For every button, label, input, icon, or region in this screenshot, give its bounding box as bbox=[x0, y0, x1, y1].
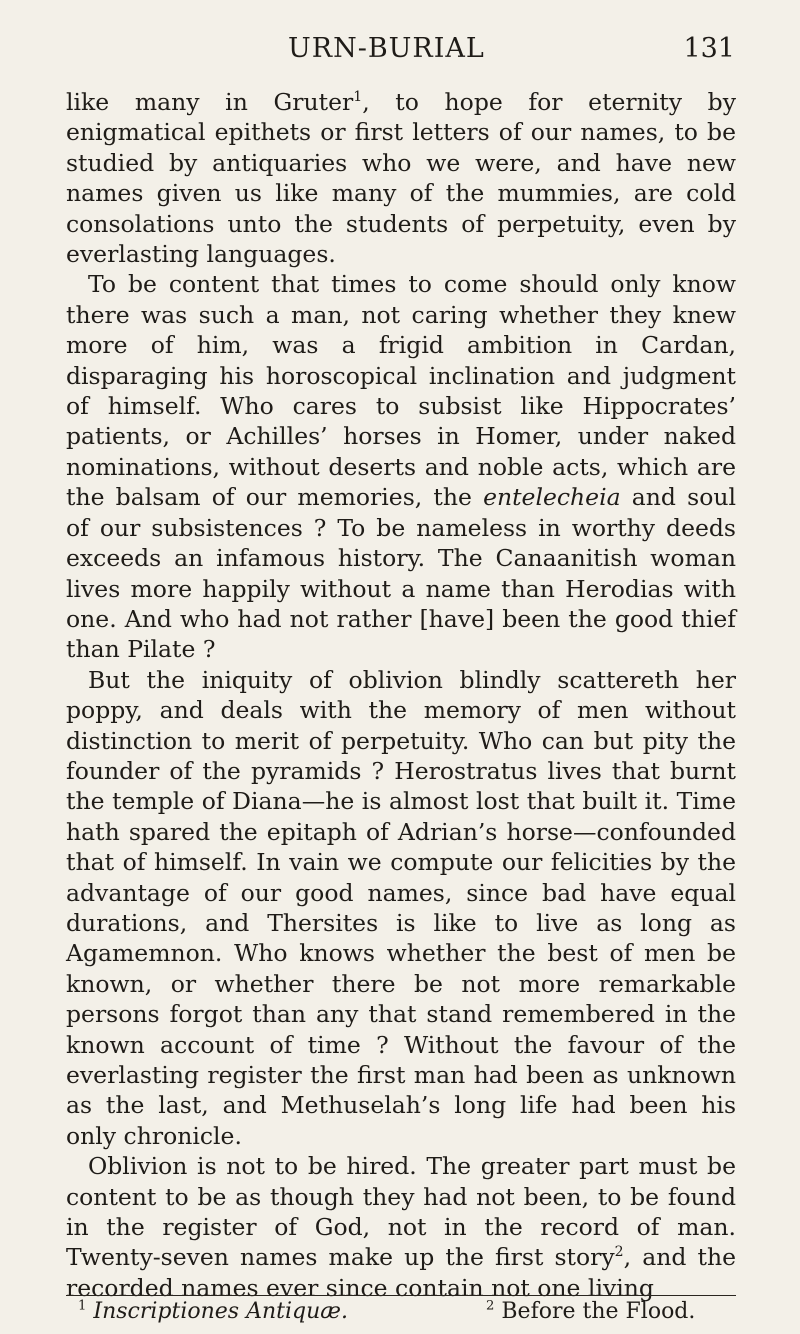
footnotes bbox=[66, 1299, 736, 1329]
paragraph-1 bbox=[66, 87, 736, 269]
paragraph-4-text-a: Oblivion is not to be hired. The greater part must be content to be as though they had not been, to be found in the register of God, not in the record of man. Twenty-seven names make up the first story bbox=[66, 1152, 736, 1272]
paragraph-1-text-a: like many in Gruter bbox=[66, 88, 354, 116]
footnote-2-number: 2 bbox=[486, 1298, 495, 1314]
paragraph-1-text-b: , to hope for eternity by enigmatical epithets or first letters of our names, to be studied by antiquaries who we were, and have new names given us like many of the mummies, are cold consolations unto the students of perpetuity, even by everlasting languages. bbox=[66, 88, 736, 269]
paragraph-4 bbox=[66, 1151, 736, 1303]
page-header bbox=[0, 33, 800, 65]
body-text bbox=[66, 87, 736, 1303]
footnote-1-text: Inscriptiones Antiquæ. bbox=[93, 1299, 348, 1324]
footnote-1-number: 1 bbox=[78, 1298, 87, 1314]
paragraph-2 bbox=[66, 269, 736, 664]
paragraph-2-text-b: and soul of our subsistences ? To be nameless in worthy deeds exceeds an infamous history. The Canaanitish woman lives more happily without a name than Herodias with one. And who had not rather [have] been the good thief than Pilate ? bbox=[66, 483, 736, 664]
italic-term: entelecheia bbox=[483, 483, 621, 512]
paragraph-3: But the iniquity of oblivion blindly scattereth her poppy, and deals with the memory of men without distinction to merit of perpetuity. Who can but pity the founder of the pyramids ? Herostratus lives that burnt the temple of Diana—he is almost lost that built it. Time hath spared the epitaph of Adrian’s horse—confounded that of himself. In vain we compute our felicities by the advantage of our good names, since bad have equal durations, and Thersites is like to live as long as Agamemnon. Who knows whether the best of men be known, or whether there be not more remarkable persons forgot than any that stand remembered in the known account of time ? Without the favour of the everlasting register the first man had been as unknown as the last, and Methuselah’s long life had been his only chronicle. bbox=[66, 665, 736, 1150]
running-head: URN-BURIAL bbox=[288, 33, 485, 64]
footnote-2 bbox=[486, 1299, 695, 1324]
page-number: 131 bbox=[683, 33, 735, 64]
footnote-1 bbox=[78, 1299, 348, 1324]
footnote-ref-1: 1 bbox=[353, 89, 363, 106]
paragraph-2-text-a: To be content that times to come should only know there was such a man, not caring whether they knew more of him, was a frigid ambition in Cardan, disparaging his horoscopical inclination and judgment of himself. Who cares to subsist like Hippocrates’ patients, or Achilles’ horses in Homer, under naked nominations, without deserts and noble acts, which are the balsam of our memories, the bbox=[66, 270, 736, 512]
footnote-2-text: Before the Flood. bbox=[501, 1299, 696, 1324]
footnote-ref-2: 2 bbox=[614, 1244, 624, 1261]
paragraph-4-text-b: , and the recorded names ever since contain not one living bbox=[66, 1243, 736, 1302]
footnote-divider bbox=[66, 1295, 736, 1296]
